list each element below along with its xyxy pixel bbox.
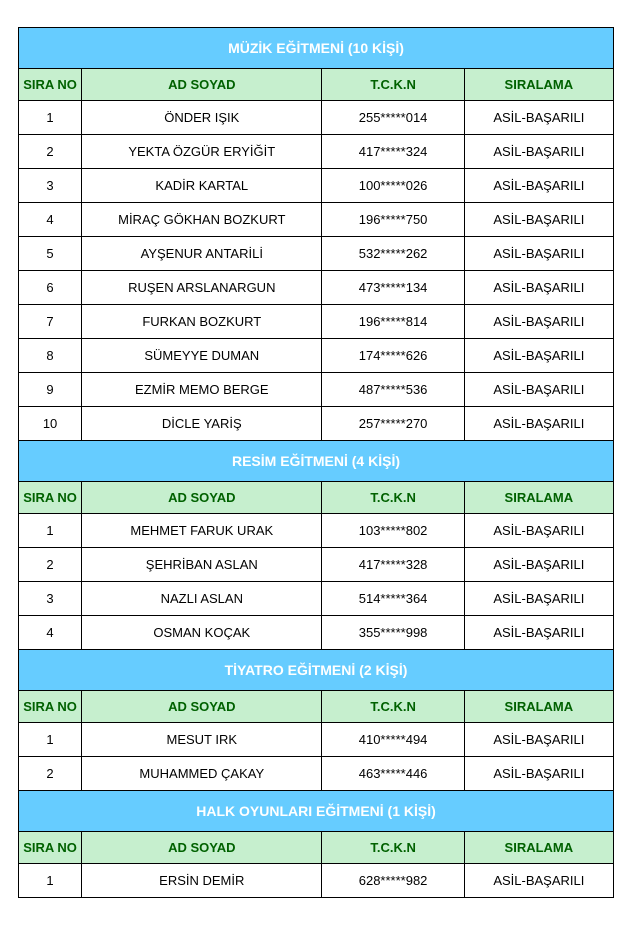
cell-no: 3 [19, 169, 82, 203]
cell-status: ASİL-BAŞARILI [464, 723, 613, 757]
cell-no: 1 [19, 101, 82, 135]
cell-no: 8 [19, 339, 82, 373]
col-head-status: SIRALAMA [464, 832, 613, 864]
table-row [19, 723, 614, 757]
cell-tckn: 410*****494 [322, 723, 464, 757]
section-title: HALK OYUNLARI EĞİTMENİ (1 KİŞİ) [19, 791, 614, 832]
cell-tckn: 103*****802 [322, 514, 464, 548]
cell-name: ŞEHRİBAN ASLAN [82, 548, 322, 582]
table-row [19, 373, 614, 407]
table-row [19, 616, 614, 650]
table-row [19, 203, 614, 237]
cell-tckn: 417*****328 [322, 548, 464, 582]
cell-no: 1 [19, 723, 82, 757]
table-row [19, 169, 614, 203]
cell-name: MEHMET FARUK URAK [82, 514, 322, 548]
cell-name: ÖNDER IŞIK [82, 101, 322, 135]
cell-status: ASİL-BAŞARILI [464, 203, 613, 237]
cell-no: 1 [19, 864, 82, 898]
cell-no: 2 [19, 757, 82, 791]
results-sheet [18, 27, 614, 898]
cell-tckn: 417*****324 [322, 135, 464, 169]
cell-name: SÜMEYYE DUMAN [82, 339, 322, 373]
cell-name: ERSİN DEMİR [82, 864, 322, 898]
col-head-tckn: T.C.K.N [322, 482, 464, 514]
cell-tckn: 628*****982 [322, 864, 464, 898]
col-head-name: AD SOYAD [82, 69, 322, 101]
table-row [19, 757, 614, 791]
cell-no: 7 [19, 305, 82, 339]
col-head-name: AD SOYAD [82, 691, 322, 723]
table-row [19, 582, 614, 616]
cell-no: 3 [19, 582, 82, 616]
table-row [19, 135, 614, 169]
cell-status: ASİL-BAŞARILI [464, 101, 613, 135]
cell-name: YEKTA ÖZGÜR ERYİĞİT [82, 135, 322, 169]
cell-name: MESUT IRK [82, 723, 322, 757]
column-header-row [19, 69, 614, 101]
cell-name: FURKAN BOZKURT [82, 305, 322, 339]
section-title: TİYATRO EĞİTMENİ (2 KİŞİ) [19, 650, 614, 691]
col-head-name: AD SOYAD [82, 482, 322, 514]
cell-tckn: 255*****014 [322, 101, 464, 135]
table-row [19, 514, 614, 548]
cell-tckn: 473*****134 [322, 271, 464, 305]
cell-status: ASİL-BAŞARILI [464, 271, 613, 305]
cell-status: ASİL-BAŞARILI [464, 135, 613, 169]
col-head-status: SIRALAMA [464, 482, 613, 514]
table-row [19, 407, 614, 441]
cell-name: MİRAÇ GÖKHAN BOZKURT [82, 203, 322, 237]
cell-status: ASİL-BAŞARILI [464, 169, 613, 203]
col-head-status: SIRALAMA [464, 69, 613, 101]
cell-no: 5 [19, 237, 82, 271]
cell-name: EZMİR MEMO BERGE [82, 373, 322, 407]
cell-tckn: 532*****262 [322, 237, 464, 271]
section-title-row [19, 441, 614, 482]
col-head-no: SIRA NO [19, 691, 82, 723]
section-title-row [19, 791, 614, 832]
cell-tckn: 100*****026 [322, 169, 464, 203]
column-header-row [19, 482, 614, 514]
cell-no: 10 [19, 407, 82, 441]
section-title-row [19, 28, 614, 69]
section-title-row [19, 650, 614, 691]
col-head-no: SIRA NO [19, 69, 82, 101]
cell-tckn: 257*****270 [322, 407, 464, 441]
cell-tckn: 174*****626 [322, 339, 464, 373]
cell-name: DİCLE YARİŞ [82, 407, 322, 441]
col-head-no: SIRA NO [19, 482, 82, 514]
cell-no: 9 [19, 373, 82, 407]
cell-no: 6 [19, 271, 82, 305]
cell-no: 1 [19, 514, 82, 548]
cell-no: 4 [19, 203, 82, 237]
col-head-no: SIRA NO [19, 832, 82, 864]
col-head-tckn: T.C.K.N [322, 691, 464, 723]
table-row [19, 864, 614, 898]
cell-status: ASİL-BAŞARILI [464, 582, 613, 616]
col-head-status: SIRALAMA [464, 691, 613, 723]
col-head-name: AD SOYAD [82, 832, 322, 864]
cell-tckn: 514*****364 [322, 582, 464, 616]
cell-status: ASİL-BAŞARILI [464, 339, 613, 373]
cell-status: ASİL-BAŞARILI [464, 864, 613, 898]
table-row [19, 548, 614, 582]
cell-no: 2 [19, 548, 82, 582]
cell-no: 4 [19, 616, 82, 650]
column-header-row [19, 832, 614, 864]
results-table-body [19, 28, 614, 898]
table-row [19, 339, 614, 373]
cell-tckn: 196*****750 [322, 203, 464, 237]
col-head-tckn: T.C.K.N [322, 69, 464, 101]
section-title: RESİM EĞİTMENİ (4 KİŞİ) [19, 441, 614, 482]
cell-status: ASİL-BAŞARILI [464, 757, 613, 791]
col-head-tckn: T.C.K.N [322, 832, 464, 864]
cell-name: OSMAN KOÇAK [82, 616, 322, 650]
cell-status: ASİL-BAŞARILI [464, 514, 613, 548]
cell-name: NAZLI ASLAN [82, 582, 322, 616]
cell-name: AYŞENUR ANTARİLİ [82, 237, 322, 271]
section-title: MÜZİK EĞİTMENİ (10 KİŞİ) [19, 28, 614, 69]
cell-status: ASİL-BAŞARILI [464, 373, 613, 407]
cell-tckn: 463*****446 [322, 757, 464, 791]
cell-status: ASİL-BAŞARILI [464, 305, 613, 339]
cell-tckn: 196*****814 [322, 305, 464, 339]
cell-status: ASİL-BAŞARILI [464, 548, 613, 582]
table-row [19, 305, 614, 339]
results-table [18, 27, 614, 898]
cell-no: 2 [19, 135, 82, 169]
cell-tckn: 355*****998 [322, 616, 464, 650]
cell-status: ASİL-BAŞARILI [464, 237, 613, 271]
cell-tckn: 487*****536 [322, 373, 464, 407]
cell-name: MUHAMMED ÇAKAY [82, 757, 322, 791]
cell-name: KADİR KARTAL [82, 169, 322, 203]
table-row [19, 237, 614, 271]
cell-status: ASİL-BAŞARILI [464, 616, 613, 650]
table-row [19, 101, 614, 135]
cell-status: ASİL-BAŞARILI [464, 407, 613, 441]
column-header-row [19, 691, 614, 723]
table-row [19, 271, 614, 305]
cell-name: RUŞEN ARSLANARGUN [82, 271, 322, 305]
